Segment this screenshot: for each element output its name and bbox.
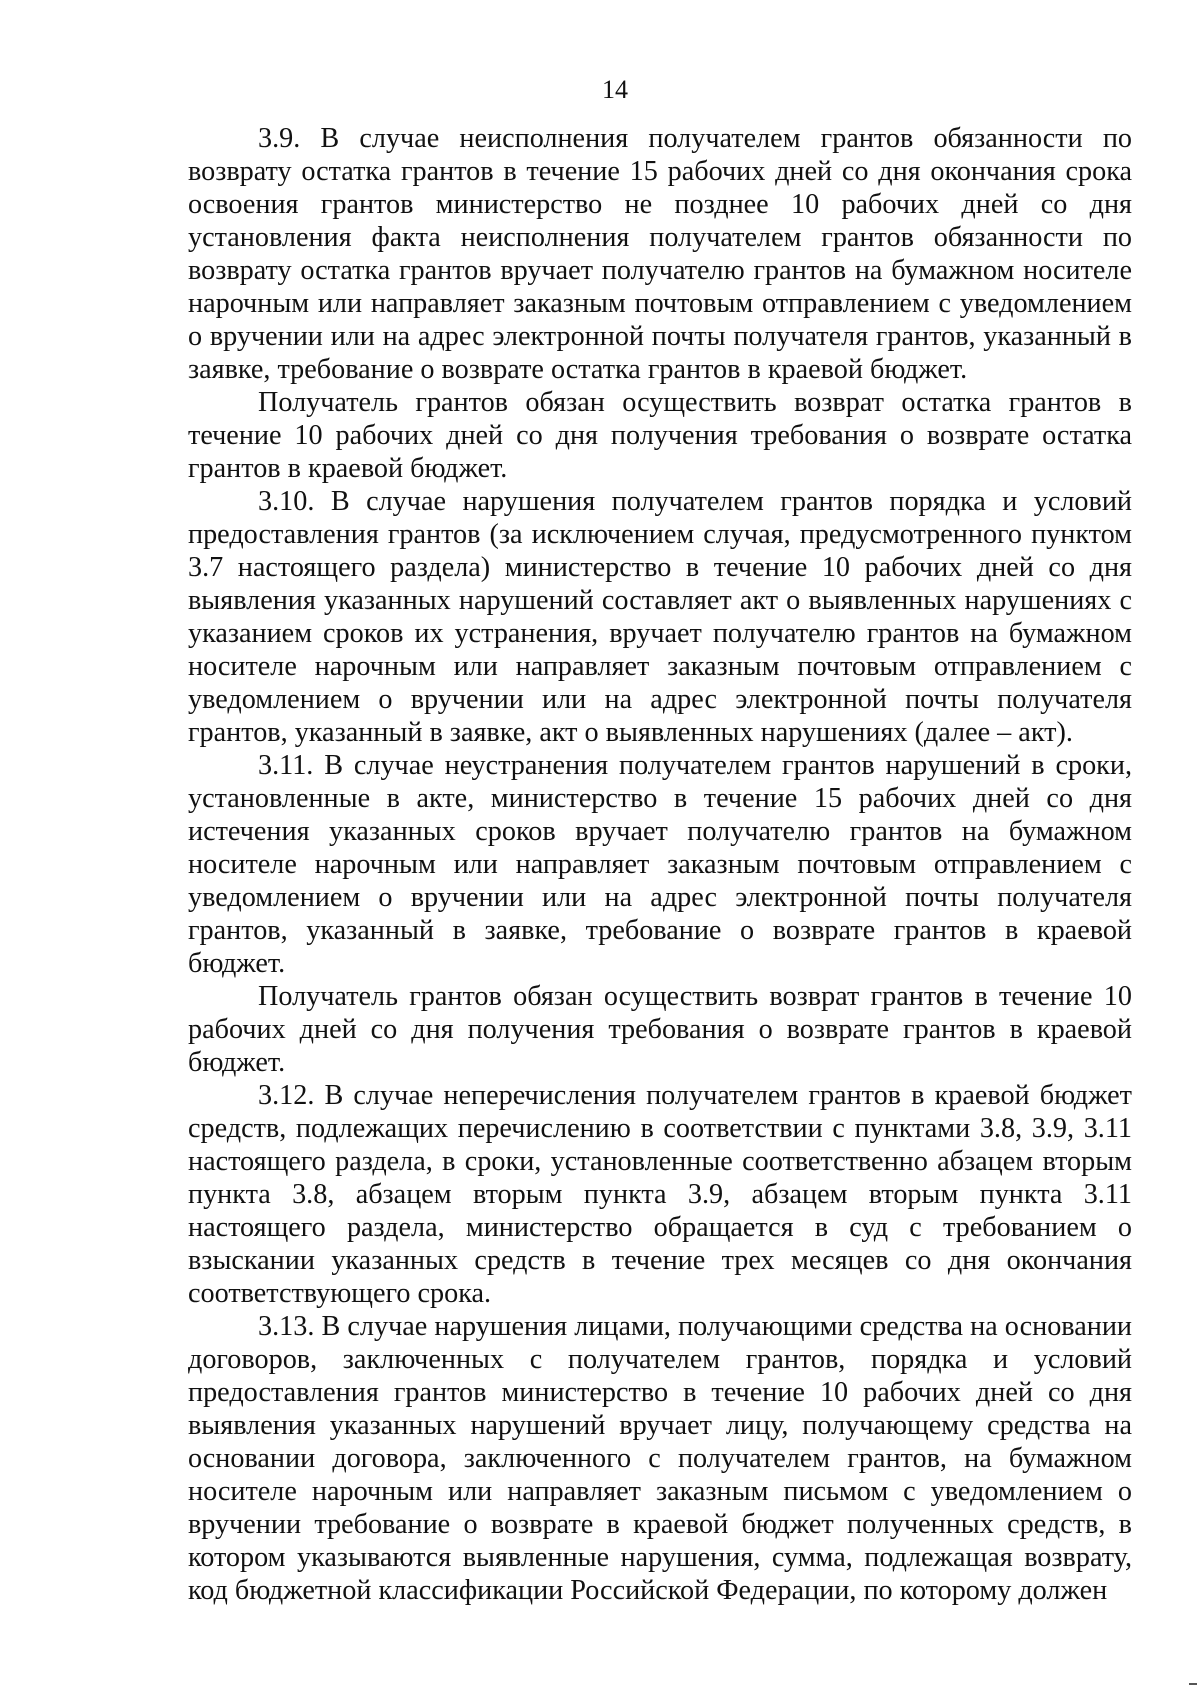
- scan-edge-mark: [1189, 1683, 1197, 1685]
- paragraph-3-9-obligation: Получатель грантов обязан осуществить возврат остатка грантов в течение 10 рабочих дней со дня получения требования о возврате остатка грантов в краевой бюджет.: [188, 387, 1132, 484]
- page-number: 14: [602, 75, 628, 104]
- paragraph-3-11: 3.11. В случае неустранения получателем грантов нарушений в сроки, установленные в акте, министерство в течение 15 рабочих дней со дня истечения указанных сроков вручает получателю грантов на бумажном носителе нарочным или направляет заказным почтовым отправлением с уведомлением о вручении или на адрес электронной почты получателя грантов, указанный в заявке, требование о возврате грантов в краевой бюджет.: [188, 750, 1132, 979]
- document-body: [188, 122, 1132, 1607]
- paragraph-3-11-obligation: Получатель грантов обязан осуществить возврат грантов в течение 10 рабочих дней со дня получения требования о возврате грантов в краевой бюджет.: [188, 981, 1132, 1078]
- paragraph-3-13: 3.13. В случае нарушения лицами, получающими средства на основании договоров, заключенных с получателем грантов, порядка и условий предоставления грантов министерство в течение 10 рабочих дней со дня выявления указанных нарушений вручает лицу, получающему средства на основании договора, заключенного с получателем грантов, на бумажном носителе нарочным или направляет заказным письмом с уведомлением о вручении требование о возврате в краевой бюджет полученных средств, в котором указываются выявленные нарушения, сумма, подлежащая возврату, код бюджетной классификации Российской Федерации, по которому должен: [188, 1311, 1132, 1606]
- paragraph-3-9: 3.9. В случае неисполнения получателем грантов обязанности по возврату остатка грантов в течение 15 рабочих дней со дня окончания срока освоения грантов министерство не позднее 10 рабочих дней со дня установления факта неисполнения получателем грантов обязанности по возврату остатка грантов вручает получателю грантов на бумажном носителе нарочным или направляет заказным почтовым отправлением с уведомлением о вручении или на адрес электронной почты получателя грантов, указанный в заявке, требование о возврате остатка грантов в краевой бюджет.: [188, 123, 1132, 385]
- paragraph-3-12: 3.12. В случае неперечисления получателем грантов в краевой бюджет средств, подлежащих перечислению в соответствии с пунктами 3.8, 3.9, 3.11 настоящего раздела, в сроки, установленные соответственно абзацем вторым пункта 3.8, абзацем вторым пункта 3.9, абзацем вторым пункта 3.11 настоящего раздела, министерство обращается в суд с требованием о взыскании указанных средств в течение трех месяцев со дня окончания соответствующего срока.: [188, 1080, 1132, 1309]
- paragraph-3-10: 3.10. В случае нарушения получателем грантов порядка и условий предоставления грантов (за исключением случая, предусмотренного пунктом 3.7 настоящего раздела) министерство в течение 10 рабочих дней со дня выявления указанных нарушений составляет акт о выявленных нарушениях с указанием сроков их устранения, вручает получателю грантов на бумажном носителе нарочным или направляет заказным почтовым отправлением с уведомлением о вручении или на адрес электронной почты получателя грантов, указанный в заявке, акт о выявленных нарушениях (далее – акт).: [188, 486, 1132, 748]
